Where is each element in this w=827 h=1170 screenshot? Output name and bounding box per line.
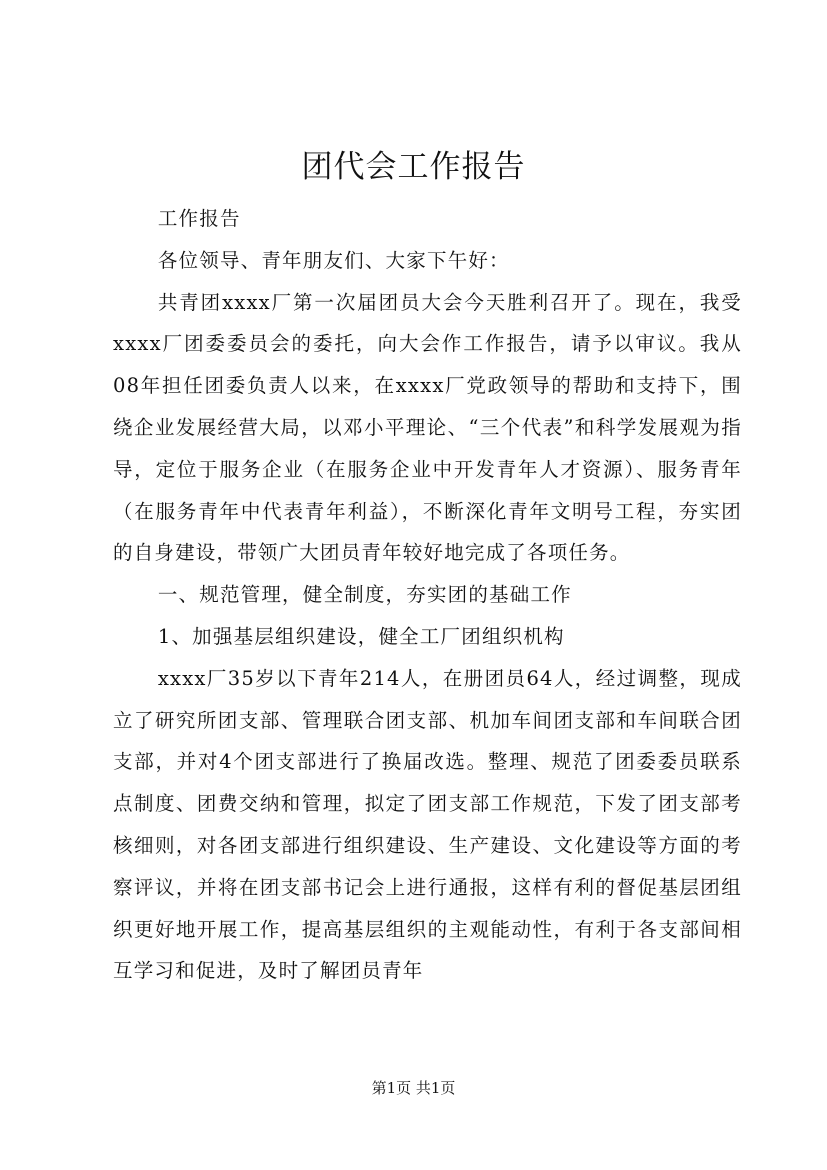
paragraph-subsection-1-body: xxxx厂35岁以下青年214人，在册团员64人，经过调整，现成立了研究所团支部、管理联合团支部、机加车间团支部和车间联合团支部，并对4个团支部进行了换届改选。整理、规范了团委委员联系点制度、团费交纳和管理，拟定了团支部工作规范，下发了团支部考核细则，对各团支部进行组织建设、生产建设、文化建设等方面的考察评议，并将在团支部书记会上进行通报，这样有利的督促基层团组织更好地开展工作，提高基层组织的主观能动性，有利于各支部间相互学习和促进，及时了解团员青年 [113,666,742,983]
paragraph-intro: 共青团xxxx厂第一次届团员大会今天胜利召开了。现在，我受xxxx厂团委委员会的委托，向大会作工作报告，请予以审议。我从08年担任团委负责人以来，在xxxx厂党政领导的帮助和支持下，围绕企业发展经营大局，以邓小平理论、“三个代表”和科学发展观为指导，定位于服务企业（在服务企业中开发青年人才资源）、服务青年（在服务青年中代表青年利益），不断深化青年文明号工程，夯实团的自身建设，带领广大团员青年较好地完成了各项任务。 [113,290,742,565]
paragraph-subsection-1-heading: 1、加强基层组织建设，健全工厂团组织机构 [157,624,565,648]
document-body [113,198,742,992]
paragraph-heading-report: 工作报告 [157,207,241,230]
paragraph-section-1-heading: 一、规范管理，健全制度，夯实团的基础工作 [157,583,572,607]
document-title: 团代会工作报告 [301,149,526,185]
page-footer: 第1页 共1页 [371,1079,456,1097]
paragraph-greeting: 各位领导、青年朋友们、大家下午好： [157,248,510,272]
